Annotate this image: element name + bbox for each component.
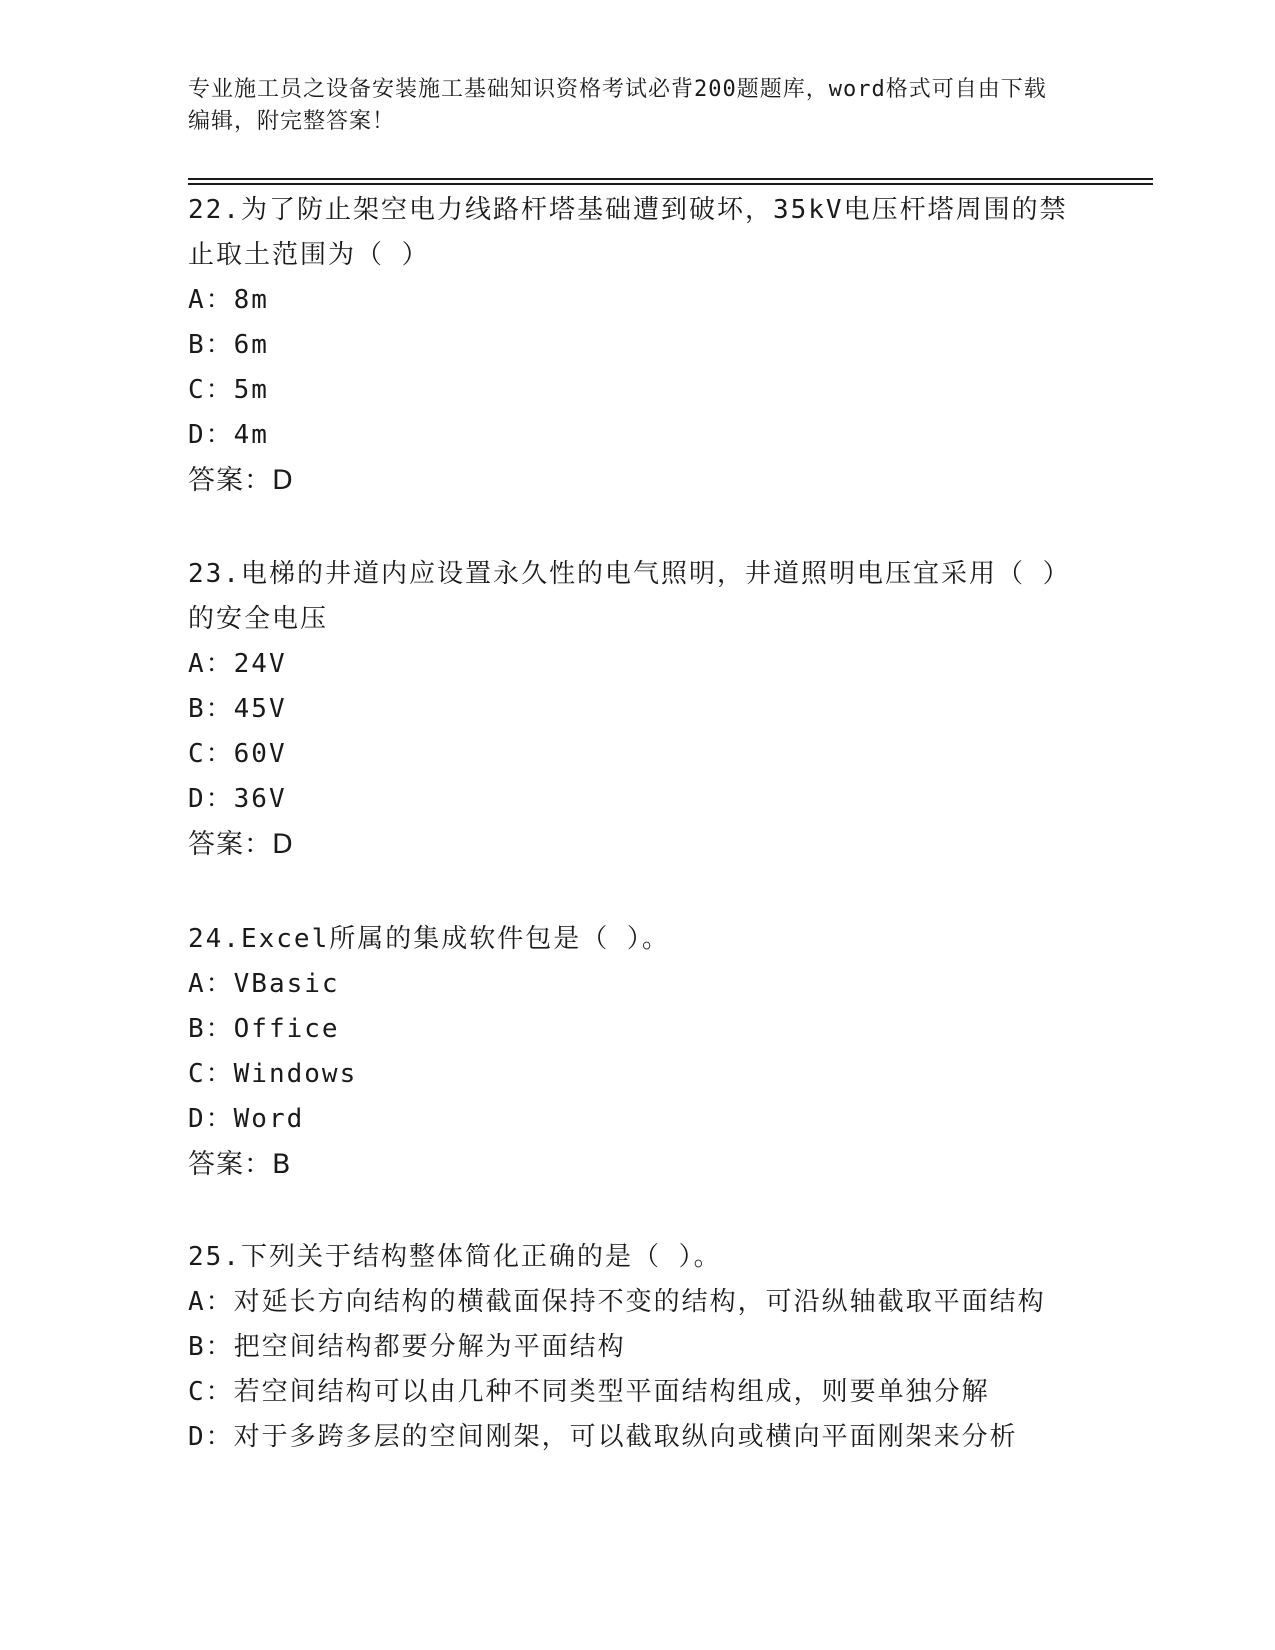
question-stem: 24.Excel所属的集成软件包是（ ）。 [188, 924, 670, 954]
question-22 [188, 188, 1088, 503]
answer: 答案：B [188, 1149, 292, 1180]
option-d: D：对于多跨多层的空间刚架，可以截取纵向或横向平面刚架来分析 [188, 1422, 1018, 1452]
option-d: D：4m [188, 420, 269, 450]
option-d: D：36V [188, 784, 287, 814]
header-divider-top [188, 178, 1153, 180]
question-24 [188, 917, 1088, 1187]
option-d: D：Word [188, 1104, 305, 1134]
option-a: A：24V [188, 649, 287, 679]
question-25 [188, 1235, 1088, 1460]
document-header: 专业施工员之设备安装施工基础知识资格考试必背200题题库，word格式可自由下载编辑，附完整答案！ [188, 77, 1047, 134]
question-stem: 23.电梯的井道内应设置永久性的电气照明，井道照明电压宜采用（ ）的安全电压 [188, 559, 1071, 634]
option-c: C：5m [188, 375, 269, 405]
question-23 [188, 552, 1088, 867]
question-stem: 25.下列关于结构整体简化正确的是（ ）。 [188, 1242, 722, 1272]
option-b: B：6m [188, 330, 269, 360]
answer: 答案：D [188, 465, 294, 496]
option-c: C：60V [188, 739, 287, 769]
option-c: C：若空间结构可以由几种不同类型平面结构组成，则要单独分解 [188, 1377, 990, 1407]
header-divider-bottom [188, 183, 1153, 185]
option-b: B：45V [188, 694, 287, 724]
answer: 答案：D [188, 829, 294, 860]
option-a: A：8m [188, 285, 269, 315]
option-c: C：Windows [188, 1059, 358, 1089]
question-stem: 22.为了防止架空电力线路杆塔基础遭到破坏，35kV电压杆塔周围的禁止取土范围为（ ） [188, 195, 1068, 270]
option-a: A：VBasic [188, 969, 340, 999]
option-b: B：把空间结构都要分解为平面结构 [188, 1332, 626, 1362]
option-a: A：对延长方向结构的横截面保持不变的结构，可沿纵轴截取平面结构 [188, 1287, 1046, 1317]
option-b: B：Office [188, 1014, 340, 1044]
